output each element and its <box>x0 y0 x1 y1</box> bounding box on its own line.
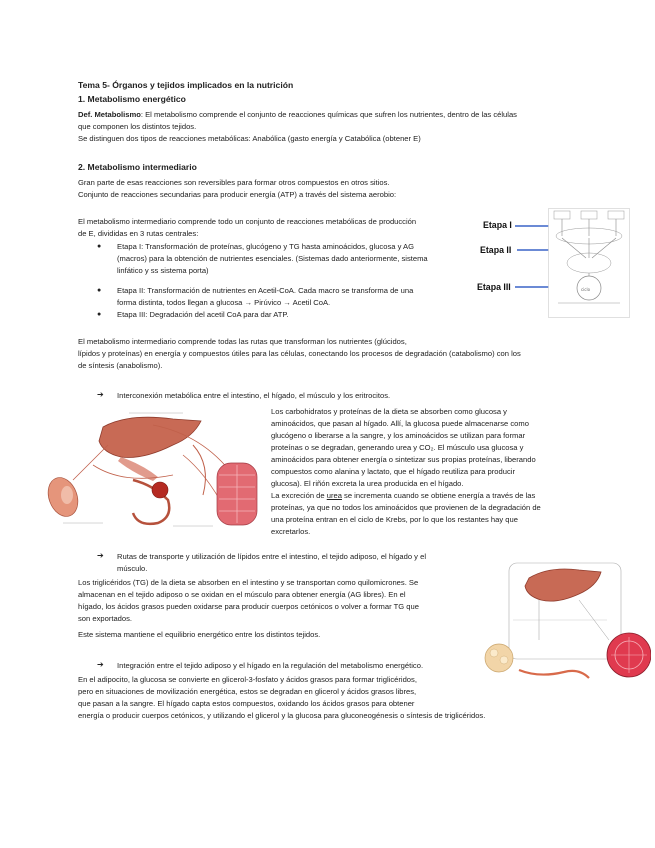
arrow-item-1: Interconexión metabólica entre el intestino, el hígado, el músculo y los eritrocitos. <box>117 391 391 400</box>
organs-text-line-3: glucógeno o liberarse a la sangre, y los aminoácidos se utilizan para formar <box>271 431 526 440</box>
definition-line-1 <box>78 109 517 121</box>
urea-underlined: urea <box>326 491 342 500</box>
adipocyte-line-1: En el adipocito, la glucosa se convierte en glicerol-3-fosfato y ácidos grasos para formar triglicéridos, <box>78 675 417 684</box>
stage-1-line-2: (macros) para la obtención de nutrientes esenciales. (Sistemas dado anteriormente, sistema <box>117 254 428 263</box>
tg-line-5: Este sistema mantiene el equilibrio energético entre los distintos tejidos. <box>78 630 321 639</box>
tg-line-4: son exportados. <box>78 614 133 623</box>
urea-text-start: La excreción de <box>271 491 327 500</box>
stage-1-line-3: linfático y ss sistema porta) <box>117 266 209 275</box>
arrow-item-3: Integración entre el tejido adiposo y el hígado en la regulación del metabolismo energético. <box>117 661 424 670</box>
organs-text-line-4: proteínas o se degradan, generando urea y CO₂. El músculo usa glucosa y <box>271 443 524 452</box>
section-1-heading: 1. Metabolismo energético <box>78 94 186 104</box>
s2-para2-line2: de E, divididas en 3 rutas centrales: <box>78 229 199 238</box>
s2-para2-line1: El metabolismo intermediario comprende todo un conjunto de reacciones metabólicas de producción <box>78 217 417 226</box>
metabolism-stages-diagram <box>548 208 630 318</box>
arrow-item-2-line-1: Rutas de transporte y utilización de lípidos entre el intestino, el tejido adiposo, el hígado y el <box>117 552 427 561</box>
urea-text-end: se incrementa cuando se obtiene energía a través de las <box>341 491 536 500</box>
tg-line-1: Los triglicéridos (TG) de la dieta se absorben en el intestino y se transportan como quilomicrones. Se <box>78 578 419 587</box>
svg-text:ciclo: ciclo <box>581 287 591 292</box>
lipid-transport-diagram <box>479 560 651 690</box>
etapa-1-label: Etapa I <box>483 220 512 230</box>
s2-para3-line3: de síntesis (anabolismo). <box>78 361 163 370</box>
organs-text-line-5: aminoácidos para obtener energía o sintetizar sus propias proteínas, liberando <box>271 455 536 464</box>
arrow-bullet-icon: ➔ <box>97 660 104 669</box>
definition-text: : El metabolismo comprende el conjunto de reacciones químicas que sufren los nutrientes, dentro de las células <box>140 110 517 119</box>
tg-line-3: hígado, los ácidos grasos pueden oxidarse para producir cuerpos cetónicos o volver a formar TG que <box>78 602 419 611</box>
s2-para1-line2: Conjunto de reacciones secundarias para producir energía (ATP) a través del sistema aerobio: <box>78 190 397 199</box>
definition-label: Def. Metabolismo <box>78 110 141 119</box>
bullet-icon: ● <box>97 287 102 294</box>
stage-1-line-1: Etapa I: Transformación de proteínas, glucógeno y TG hasta aminoácidos, glucosa y AG <box>117 242 415 251</box>
bullet-icon: ● <box>97 243 102 250</box>
organs-text-line-8 <box>271 490 535 502</box>
adipocyte-line-4: energía o producir cuerpos cetónicos, y utilizando el glicerol y la glucosa para gluconeogénesis o síntesis de triglicéridos. <box>78 711 486 720</box>
stage-2-line-1: Etapa II: Transformación de nutrientes en Acetil-CoA. Cada macro se transforma de una <box>117 286 414 295</box>
arrow-bullet-icon: ➔ <box>97 551 104 560</box>
organs-text-line-9: proteínas, ya que no todos los aminoácidos que provienen de la degradación de <box>271 503 541 512</box>
tg-line-2: almacenan en el tejido adiposo o se oxidan en el músculo para obtener energía (AG libres). En el <box>78 590 406 599</box>
section-1-line-3: Se distinguen dos tipos de reacciones metabólicas: Anabólica (gasto energía y Catabólica (obtener E) <box>78 134 421 143</box>
organ-interconnection-diagram <box>33 405 273 533</box>
stage-2-line-2: forma distinta, todos llegan a glucosa → Pirúvico → Acetil CoA. <box>117 298 331 307</box>
organs-text-line-7: glucosa). El riñón excreta la urea producida en el hígado. <box>271 479 464 488</box>
bullet-icon: ● <box>97 311 102 318</box>
organs-text-line-2: aminoácidos, que pasan al hígado. Allí, la glucosa puede almacenarse como <box>271 419 529 428</box>
s2-para1-line1: Gran parte de esas reacciones son reversibles para formar otros compuestos en otros sitios. <box>78 178 390 187</box>
section-2-heading: 2. Metabolismo intermediario <box>78 162 197 172</box>
etapa-2-label: Etapa II <box>480 245 512 255</box>
arrow-bullet-icon: ➔ <box>97 390 104 399</box>
etapa-3-label: Etapa III <box>477 282 511 292</box>
definition-line-2: que componen los distintos tejidos. <box>78 122 197 131</box>
s2-para3-line2: lípidos y proteínas) en energía y compuestos útiles para las células, conectando los procesos de degradación (catabolismo) con los <box>78 349 521 358</box>
adipocyte-line-2: pero en situaciones de movilización energética, estos se degradan en glicerol y ácidos grasos libres, <box>78 687 417 696</box>
organs-text-line-1: Los carbohidratos y proteínas de la dieta se absorben como glucosa y <box>271 407 507 416</box>
s2-para3-line1: El metabolismo intermediario comprende todas las rutas que transforman los nutrientes (glúcidos, <box>78 337 407 346</box>
organs-text-line-10: una proteína entran en el ciclo de Krebs, por lo que los restantes hay que <box>271 515 518 524</box>
adipocyte-line-3: que pasan a la sangre. El hígado capta estos compuestos, oxidando los ácidos grasos para obtener <box>78 699 415 708</box>
page-title: Tema 5- Órganos y tejidos implicados en la nutrición <box>78 80 294 90</box>
organs-text-line-11: excretarlos. <box>271 527 311 536</box>
arrow-item-2-line-2: músculo. <box>117 564 148 573</box>
stage-3-line-1: Etapa III: Degradación del acetil CoA para dar ATP. <box>117 310 289 319</box>
organs-text-line-6: compuestos como alanina y lactato, que el hígado reutiliza para producir <box>271 467 515 476</box>
